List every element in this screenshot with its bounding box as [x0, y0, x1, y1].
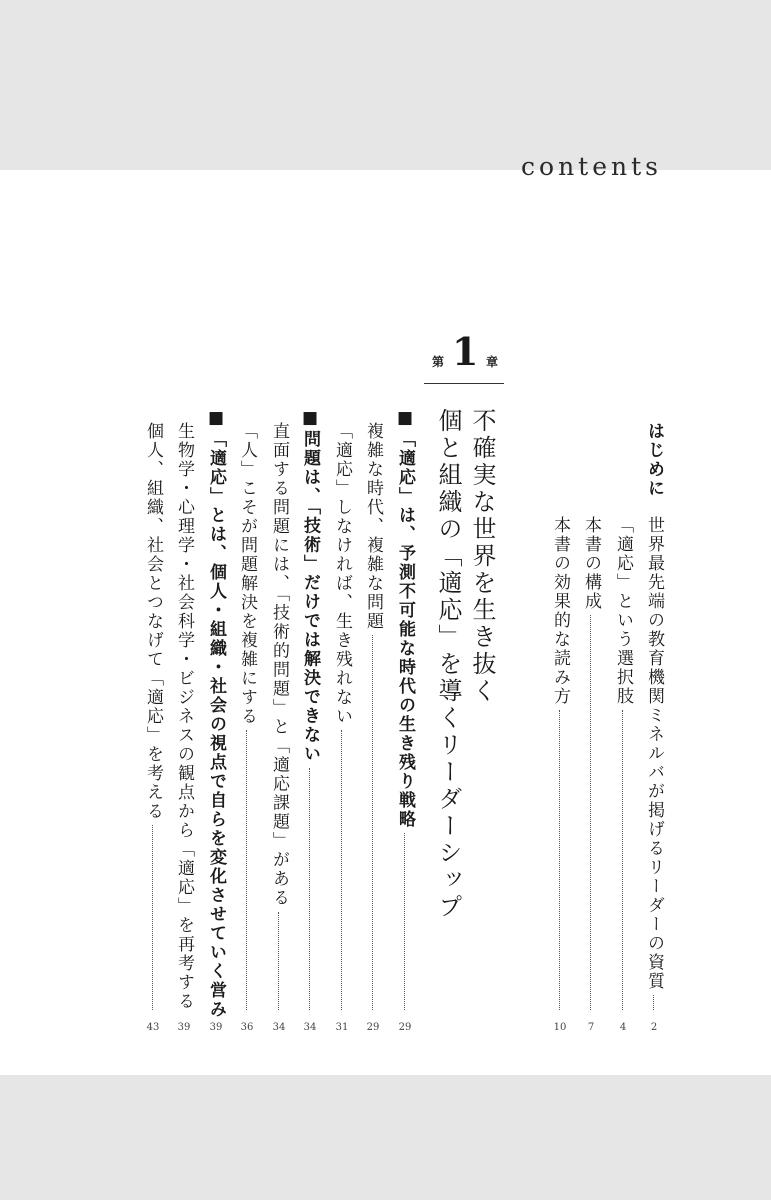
page-number: 31: [335, 1022, 349, 1033]
toc-page: [0, 152, 771, 1075]
page-number: 7: [587, 1022, 595, 1033]
toc-entry-ch1-4[interactable]: ■問題は、「技術」だけでは解決できない: [301, 408, 318, 1012]
toc-entry-ch1-9[interactable]: 個人、組織、社会とつなげて「適応」を考える: [144, 422, 161, 1012]
toc-entry-ch1-6[interactable]: 「人」こそが問題解決を複雑にする: [238, 422, 255, 1012]
page-number: 4: [619, 1022, 627, 1033]
page-number: 34: [303, 1022, 317, 1033]
page-number: 29: [398, 1022, 412, 1033]
toc-entry-intro-4[interactable]: 本書の効果的な読み方: [551, 516, 568, 1012]
page-number: 29: [366, 1022, 380, 1033]
toc-entry-ch1-3[interactable]: 「適応」しなければ、生き残れない: [333, 422, 350, 1012]
page-number: 39: [177, 1022, 191, 1033]
toc-entry-intro-1[interactable]: 世界最先端の教育機関ミネルバが掲げるリーダーの資質: [645, 516, 662, 1012]
toc-entry-ch1-2[interactable]: 複雑な時代、複雑な問題: [364, 422, 381, 1012]
page-number: 39: [209, 1022, 223, 1033]
page-number: 36: [240, 1022, 254, 1033]
toc-entry-ch1-8[interactable]: 生物学・心理学・社会科学・ビジネスの観点から「適応」を再考する: [174, 422, 194, 1011]
chapter-title-line2: 個と組織の「適応」を導くリーダーシップ: [434, 408, 462, 921]
toc-entry-intro-3[interactable]: 本書の構成: [582, 516, 599, 1012]
page-number: 34: [272, 1022, 286, 1033]
toc-entry-ch1-7[interactable]: ■「適応」とは、個人・組織・社会の視点で自らを変化させていく営み: [206, 408, 226, 1019]
toc-entry-ch1-5[interactable]: 直面する問題には、「技術的問題」と「適応課題」がある: [270, 422, 287, 1012]
page-number: 43: [146, 1022, 160, 1033]
page-number: 2: [650, 1022, 658, 1033]
intro-heading: はじめに: [644, 422, 664, 498]
chapter-rule: [424, 383, 504, 384]
chapter-label: 第 1 章: [432, 329, 499, 374]
chapter-number: 1: [452, 329, 479, 374]
toc-entry-intro-2[interactable]: 「適応」という選択肢: [614, 516, 631, 1012]
page-number: 10: [553, 1022, 567, 1033]
contents-title: contents: [521, 152, 662, 181]
toc-entry-ch1-1[interactable]: ■「適応」は、予測不可能な時代の生き残り戦略: [396, 408, 413, 1012]
chapter-title-line1: 不確実な世界を生き抜く: [468, 408, 496, 705]
